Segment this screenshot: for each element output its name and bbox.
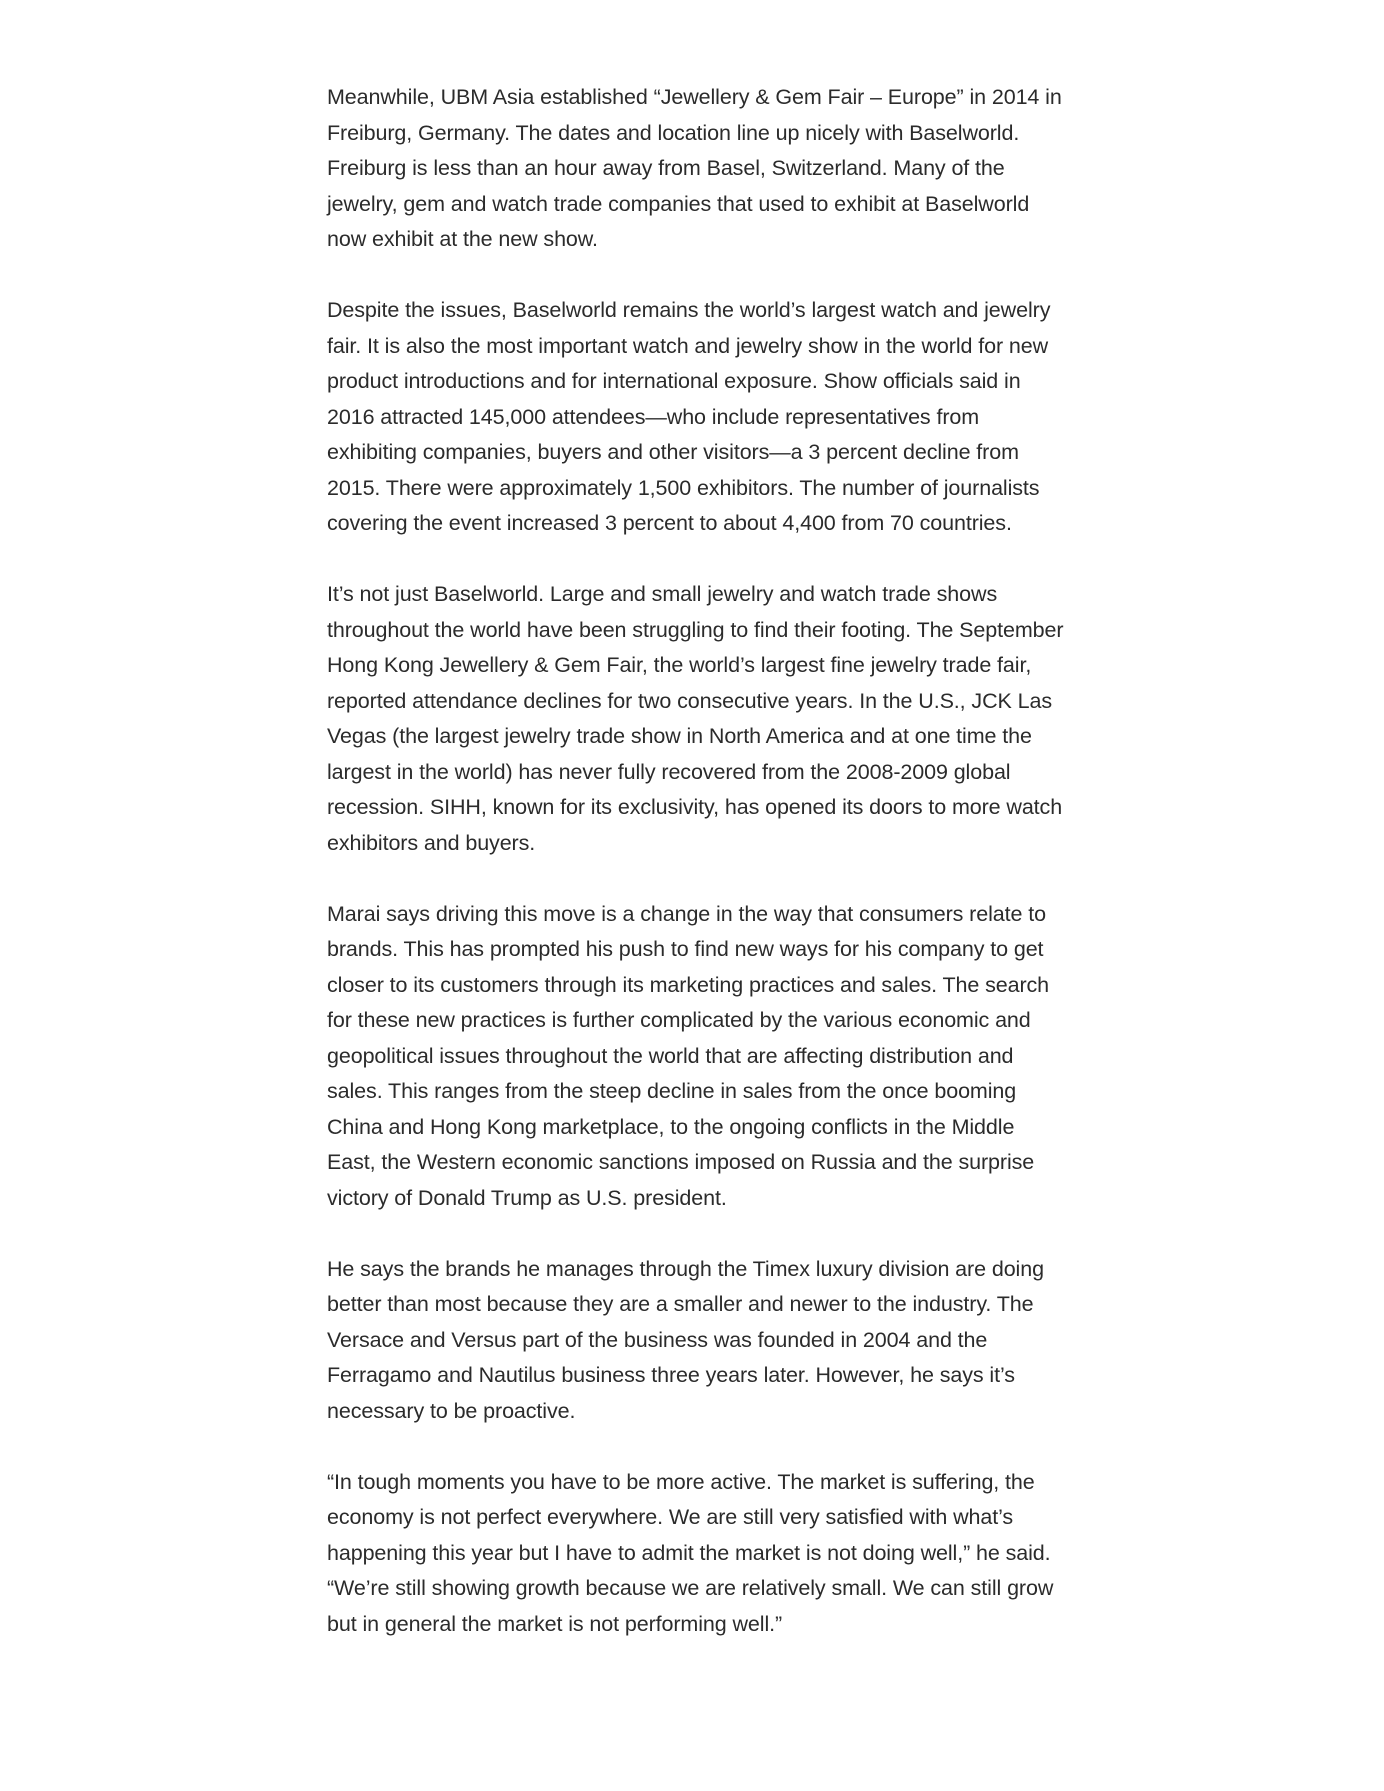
paragraph-baselworld-largest: Despite the issues, Baselworld remains the world’s largest watch and jewelry fair. It is also the most important watch and jewelry show in the world for new product introductions and for international exposure. Show officials said in 2016 attracted 145,000 attendees—who include representatives from exhibiting companies, buyers and other visitors—a 3 percent decline from 2015. There were approximately 1,500 exhibitors. The number of journalists covering the event increased 3 percent to about 4,400 from 70 countries. <box>327 298 1051 535</box>
paragraph-trade-shows-struggling: It’s not just Baselworld. Large and small jewelry and watch trade shows throughout the world have been struggling to find their footing. The September Hong Kong Jewellery & Gem Fair, the world’s largest fine jewelry trade fair, reported attendance declines for two consecutive years. In the U.S., JCK Las Vegas (the largest jewelry trade show in North America and at one time the largest in the world) has never fully recovered from the 2008-2009 global recession. SIHH, known for its exclusivity, has opened its doors to more watch exhibitors and buyers. <box>327 582 1064 855</box>
paragraph-ubm-asia: Meanwhile, UBM Asia established “Jewellery & Gem Fair – Europe” in 2014 in Freiburg, Germany. The dates and location line up nicely with Baselworld. Freiburg is less than an hour away from Basel, Switzerland. Many of the jewelry, gem and watch trade companies that used to exhibit at Baselworld now exhibit at the new show. <box>327 85 1062 251</box>
page-top-margin <box>0 0 1384 75</box>
article-body <box>327 80 1067 1642</box>
paragraph-quote: “In tough moments you have to be more active. The market is suffering, the economy is not perfect everywhere. We are still very satisfied with what’s happening this year but I have to admit the market is not doing well,” he said. “We’re still showing growth because we are relatively small. We can still grow but in general the market is not performing well.” <box>327 1469 1054 1636</box>
paragraph-consumer-change: Marai says driving this move is a change in the way that consumers relate to brands. This has prompted his push to find new ways for his company to get closer to its customers through its marketing practices and sales. The search for these new practices is further complicated by the various economic and geopolitical issues throughout the world that are affecting distribution and sales. This ranges from the steep decline in sales from the once booming China and Hong Kong marketplace, to the ongoing conflicts in the Middle East, the Western economic sanctions imposed on Russia and the surprise victory of Donald Trump as U.S. president. <box>327 901 1050 1210</box>
paragraph-timex-luxury: He says the brands he manages through the Timex luxury division are doing better than most because they are a smaller and newer to the industry. The Versace and Versus part of the business was founded in 2004 and the Ferragamo and Nautilus business three years later. However, he says it’s necessary to be proactive. <box>327 1256 1044 1423</box>
